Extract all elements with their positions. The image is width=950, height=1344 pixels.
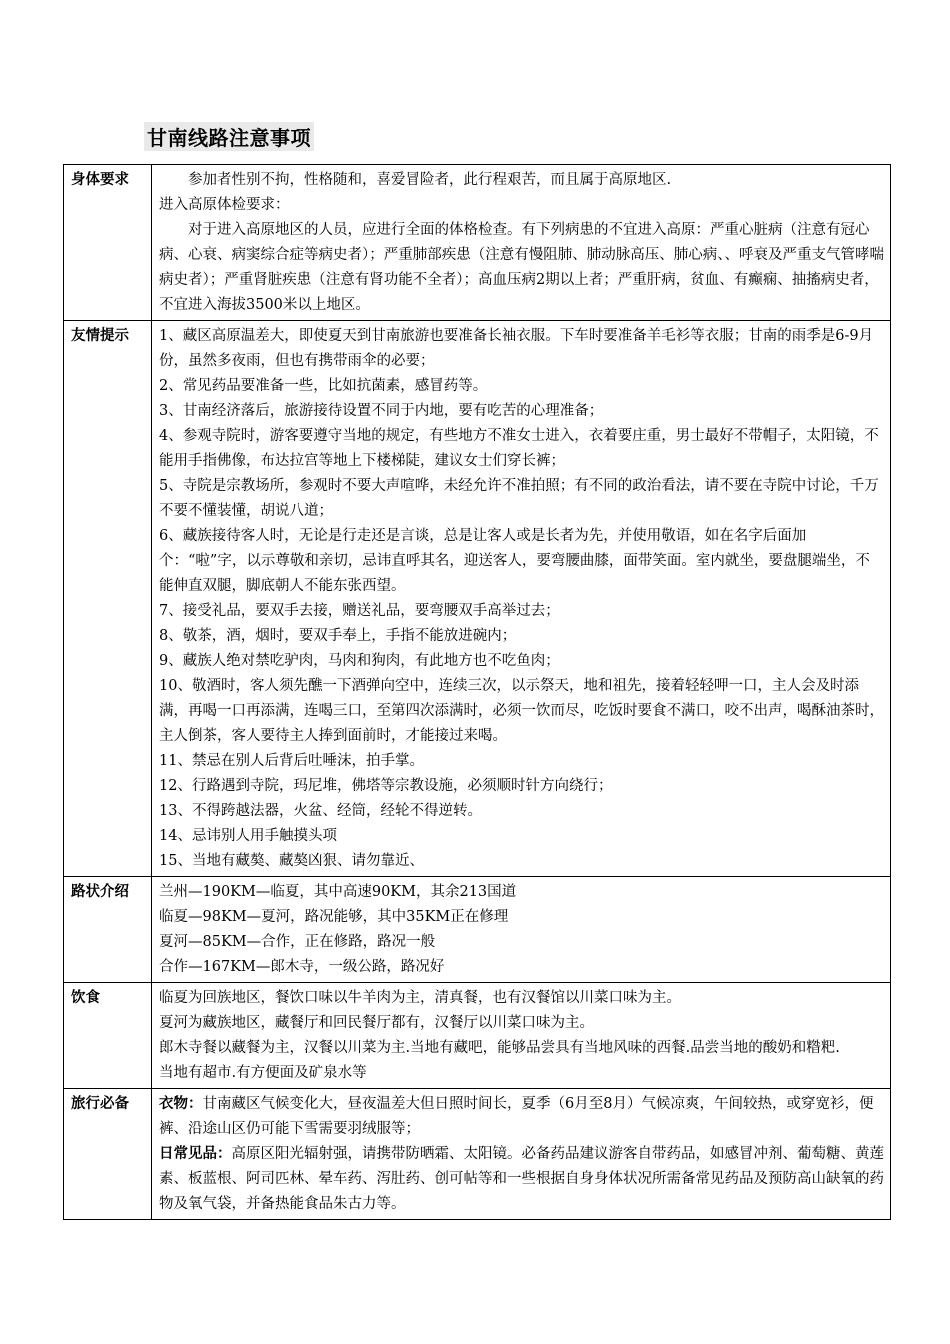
section-row-tips xyxy=(64,321,891,877)
road-line: 合作—167KM—郎木寺，一级公路，路况好 xyxy=(159,959,445,975)
section-body-food xyxy=(152,983,891,1089)
section-body-essentials xyxy=(152,1089,891,1220)
tip-line: 10、敬酒时，客人须先醮一下酒弹向空中，连续三次，以示祭天，地和祖先，接着轻轻呷一口，主人会及时添满，再喝一口再添满，连喝三口，至第四次添满时，必须一饮而尽，吃饭时要食不满口，咬不出声，喝酥油茶时，主人倒茶，客人要待主人捧到面前时，才能接过来喝。 xyxy=(159,678,884,744)
food-line: 郎木寺餐以藏餐为主，汉餐以川菜为主.当地有藏吧，能够品尝具有当地风味的西餐.品尝当地的酸奶和糌粑. xyxy=(159,1040,840,1056)
tip-line: 1、藏区高原温差大，即使夏天到甘南旅游也要准备长袖衣服。下车时要准备羊毛衫等衣服；甘南的雨季是6-9月份，虽然多夜雨，但也有携带雨伞的必要； xyxy=(159,328,874,369)
section-body-tips xyxy=(152,321,891,877)
physical-line: 进入高原体检要求： xyxy=(159,197,290,213)
section-label-physical: 身体要求 xyxy=(64,165,152,321)
section-row-roads xyxy=(64,877,891,983)
tip-line: 4、参观寺院时，游客要遵守当地的规定，有些地方不准女士进入，衣着要庄重，男士最好不带帽子，太阳镜，不能用手指佛像，布达拉宫等地上下楼梯陡，建议女士们穿长裤； xyxy=(159,428,879,469)
road-line: 临夏—98KM—夏河，路况能够，其中35KM正在修理 xyxy=(159,909,509,925)
clothing-text: 甘南藏区气候变化大，昼夜温差大但日照时间长，夏季（6月至8月）气候凉爽，午间较热，或穿宽衫，便裤、沿途山区仍可能下雪需要羽绒服等； xyxy=(159,1096,874,1137)
section-label-essentials: 旅行必备 xyxy=(64,1089,152,1220)
clothing-lead: 衣物： xyxy=(159,1096,203,1112)
section-label-tips: 友情提示 xyxy=(64,321,152,877)
essentials-clothing xyxy=(159,1092,884,1142)
tip-line: 12、行路遇到寺院，玛尼堆，佛塔等宗教设施，必须顺时针方向绕行； xyxy=(159,778,613,794)
tip-line: 3、甘南经济落后，旅游接待设置不同于内地，要有吃苦的心理准备； xyxy=(159,403,604,419)
notes-table xyxy=(63,164,891,1220)
tip-line: 14、忌讳别人用手触摸头项 xyxy=(159,828,337,844)
section-body-roads xyxy=(152,877,891,983)
tip-line: 8、敬茶，酒，烟时，要双手奉上，手指不能放进碗内； xyxy=(159,628,517,644)
section-body-physical xyxy=(152,165,891,321)
section-row-physical xyxy=(64,165,891,321)
food-line: 临夏为回族地区，餐饮口味以牛羊肉为主，清真餐，也有汉餐馆以川菜口味为主。 xyxy=(159,990,681,1006)
daily-lead: 日常见品： xyxy=(159,1146,232,1162)
page-title: 甘南线路注意事项 xyxy=(144,122,314,151)
tip-line: 7、接受礼品，要双手去接，赠送礼品，要弯腰双手高举过去； xyxy=(159,603,560,619)
section-label-roads: 路状介绍 xyxy=(64,877,152,983)
daily-text: 高原区阳光辐射强，请携带防晒霜、太阳镜。必备药品建议游客自带药品，如感冒冲剂、葡萄糖、黄莲素、板蓝根、阿司匹林、晕车药、泻肚药、创可帖等和一些根据自身身体状况所需备常见药品及预防高山缺氧的药物及氧气袋，并备热能食品朱古力等。 xyxy=(159,1146,884,1212)
essentials-daily xyxy=(159,1142,884,1217)
section-row-food xyxy=(64,983,891,1089)
tip-line: 6、藏族接待客人时，无论是行走还是言谈，总是让客人或是长者为先，并使用敬语，如在名字后面加个：“啦”字，以示尊敬和亲切，忌讳直呼其名，迎送客人，要弯腰曲膝，面带笑面。室内就坐，要盘腿端坐，不能伸直双腿，脚底朝人不能东张西望。 xyxy=(159,528,870,594)
food-line: 当地有超市.有方便面及矿泉水等 xyxy=(159,1065,367,1081)
tip-line: 13、不得跨越法器，火盆、经筒，经轮不得逆转。 xyxy=(159,803,482,819)
tip-line: 11、禁忌在别人后背后吐唾沫，拍手掌。 xyxy=(159,753,424,769)
tip-line: 2、常见药品要准备一些，比如抗菌素，感冒药等。 xyxy=(159,378,488,394)
tip-line: 15、当地有藏獒、藏獒凶狠、请勿靠近、 xyxy=(159,853,424,869)
tip-line: 9、藏族人绝对禁吃驴肉，马肉和狗肉，有此地方也不吃鱼肉； xyxy=(159,653,560,669)
section-label-food: 饮食 xyxy=(64,983,152,1089)
food-line: 夏河为藏族地区，藏餐厅和回民餐厅都有，汉餐厅以川菜口味为主。 xyxy=(159,1015,594,1031)
road-line: 兰州—190KM—临夏，其中高速90KM，其余213国道 xyxy=(159,884,517,900)
road-line: 夏河—85KM—合作，正在修路，路况一般 xyxy=(159,934,436,950)
tip-line: 5、寺院是宗教场所，参观时不要大声喧哗，未经允许不准拍照；有不同的政治看法，请不要在寺院中讨论，千万不要不懂装懂，胡说八道； xyxy=(159,478,879,519)
physical-line: 对于进入高原地区的人员，应进行全面的体格检查。有下列病患的不宜进入高原：严重心脏病（注意有冠心病、心衰、病窦综合症等病史者）；严重肺部疾患（注意有慢阻肺、肺动脉高压、肺心病、、呼衰及严重支气管哮喘病史者）；严重肾脏疾患（注意有肾功能不全者）；高血压病2期以上者；严重肝病，贫血、有癫痫、抽搐病史者，不宜进入海拔3500米以上地区。 xyxy=(159,222,884,313)
physical-line: 参加者性别不拘，性格随和，喜爱冒险者，此行程艰苦，而且属于高原地区. xyxy=(188,172,672,188)
section-row-essentials xyxy=(64,1089,891,1220)
